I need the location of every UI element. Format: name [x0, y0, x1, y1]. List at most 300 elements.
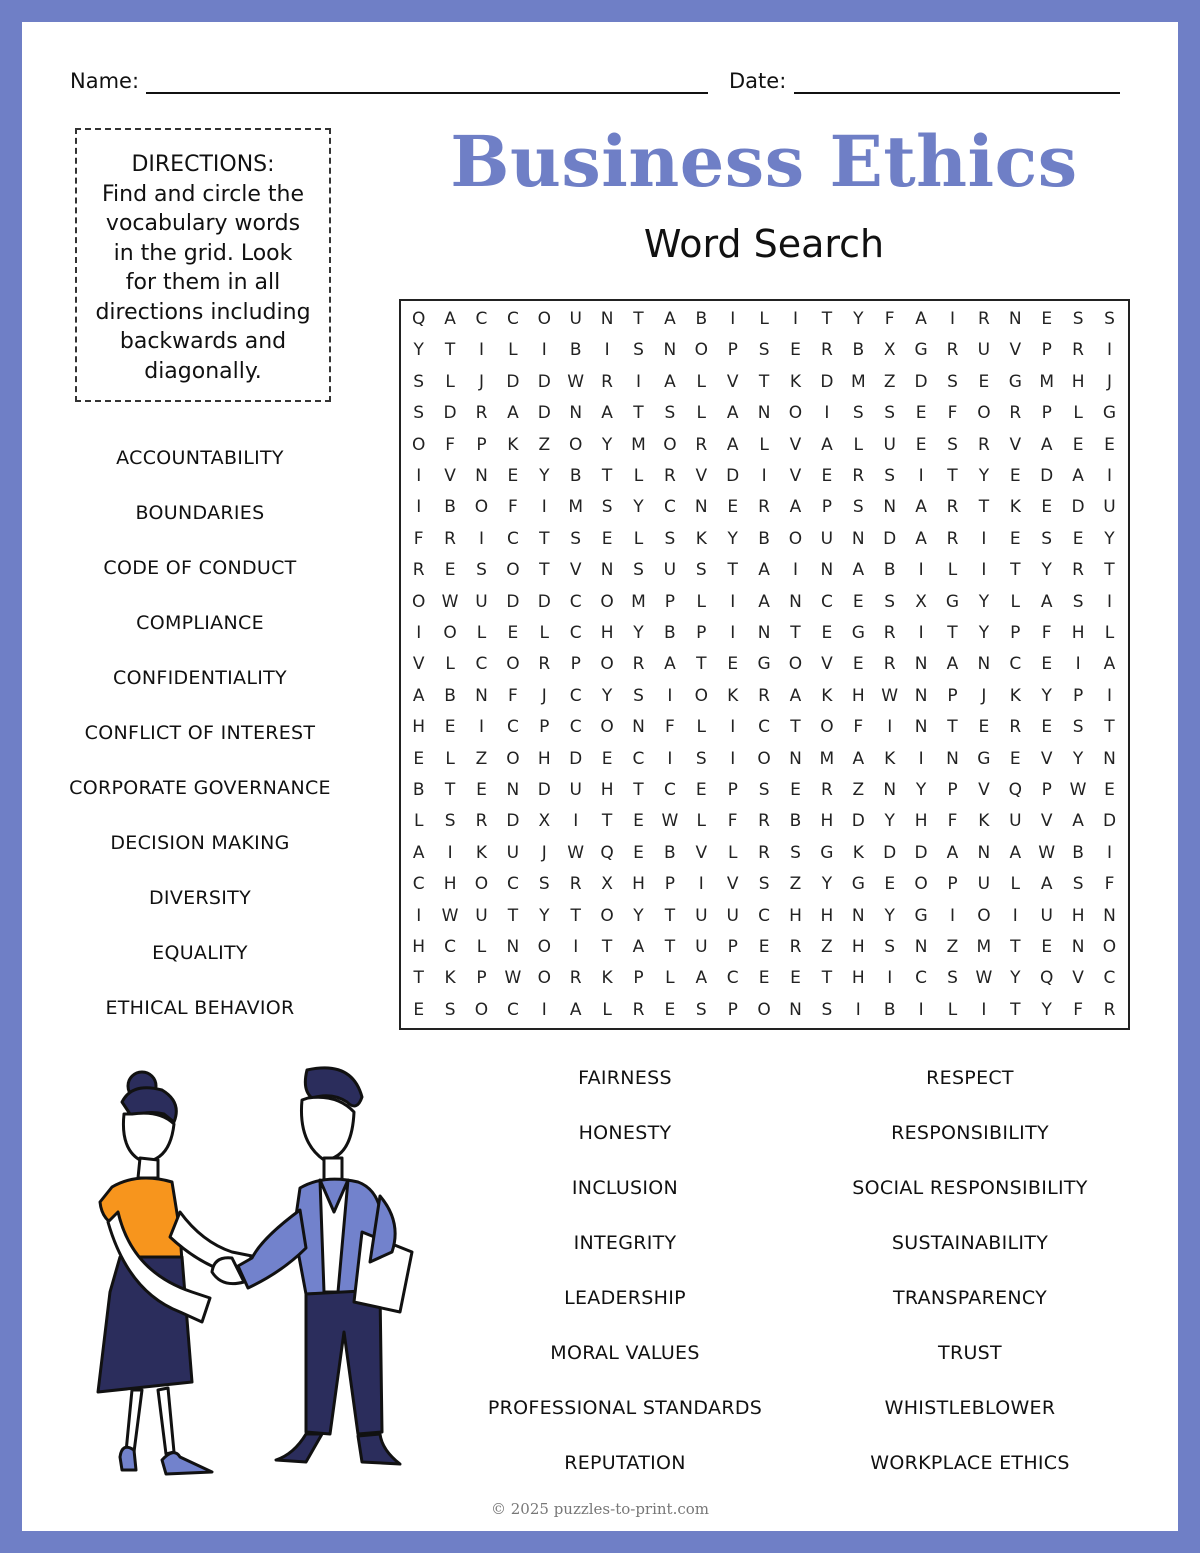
grid-letter[interactable]: I: [541, 999, 547, 1020]
grid-letter[interactable]: N: [632, 717, 645, 738]
grid-letter[interactable]: U: [820, 528, 834, 549]
grid-letter[interactable]: L: [602, 999, 612, 1020]
grid-letter[interactable]: I: [635, 371, 641, 392]
grid-letter[interactable]: N: [883, 780, 897, 800]
grid-letter[interactable]: T: [821, 309, 833, 329]
grid-letter[interactable]: N: [820, 560, 834, 581]
grid-letter[interactable]: B: [444, 497, 456, 518]
grid-letter[interactable]: Y: [1072, 748, 1084, 769]
grid-letter[interactable]: F: [947, 403, 958, 424]
grid-letter[interactable]: T: [507, 905, 519, 926]
grid-letter[interactable]: D: [443, 403, 457, 424]
grid-letter[interactable]: R: [663, 466, 676, 486]
grid-letter[interactable]: K: [727, 685, 739, 706]
grid-letter[interactable]: N: [977, 654, 991, 675]
grid-letter[interactable]: I: [447, 842, 453, 863]
grid-letter[interactable]: M: [568, 497, 584, 518]
grid-letter[interactable]: A: [664, 654, 676, 675]
grid-letter[interactable]: I: [918, 999, 924, 1020]
grid-letter[interactable]: K: [852, 842, 864, 863]
grid-letter[interactable]: P: [727, 999, 738, 1020]
grid-letter[interactable]: U: [695, 905, 708, 926]
grid-letter[interactable]: I: [1106, 591, 1112, 612]
grid-letter[interactable]: V: [1040, 748, 1053, 769]
grid-letter[interactable]: E: [1072, 528, 1084, 549]
grid-letter[interactable]: C: [506, 717, 519, 738]
grid-letter[interactable]: K: [444, 968, 456, 989]
grid-letter[interactable]: B: [569, 466, 582, 486]
grid-letter[interactable]: Y: [1010, 968, 1021, 989]
grid-letter[interactable]: R: [758, 811, 770, 832]
grid-letter[interactable]: L: [445, 748, 455, 769]
grid-letter[interactable]: Z: [538, 434, 551, 455]
grid-letter[interactable]: R: [601, 371, 613, 392]
grid-letter[interactable]: E: [852, 591, 864, 612]
grid-letter[interactable]: H: [1071, 905, 1085, 926]
grid-letter[interactable]: E: [413, 748, 425, 769]
grid-letter[interactable]: I: [918, 560, 924, 581]
grid-letter[interactable]: R: [758, 842, 770, 863]
grid-letter[interactable]: W: [1038, 842, 1056, 863]
grid-letter[interactable]: O: [757, 999, 771, 1020]
grid-letter[interactable]: S: [884, 466, 896, 486]
grid-letter[interactable]: B: [789, 811, 802, 832]
grid-letter[interactable]: I: [416, 623, 422, 643]
grid-letter[interactable]: F: [1041, 623, 1052, 643]
grid-letter[interactable]: T: [790, 623, 801, 643]
grid-letter[interactable]: K: [601, 968, 613, 989]
grid-letter[interactable]: C: [663, 780, 676, 800]
grid-letter[interactable]: I: [918, 748, 924, 769]
grid-letter[interactable]: H: [632, 874, 645, 895]
grid-letter[interactable]: I: [918, 466, 924, 486]
grid-letter[interactable]: L: [539, 623, 550, 643]
grid-letter[interactable]: E: [1041, 654, 1053, 675]
grid-letter[interactable]: B: [1072, 842, 1084, 863]
grid-letter[interactable]: R: [977, 434, 990, 455]
grid-letter[interactable]: T: [601, 811, 613, 832]
grid-letter[interactable]: A: [1072, 466, 1084, 486]
grid-letter[interactable]: N: [757, 623, 771, 643]
grid-letter[interactable]: J: [478, 371, 484, 392]
grid-letter[interactable]: M: [631, 591, 646, 612]
grid-letter[interactable]: L: [445, 654, 455, 675]
grid-letter[interactable]: P: [1041, 780, 1052, 800]
grid-letter[interactable]: I: [667, 685, 673, 706]
grid-letter[interactable]: T: [539, 560, 550, 581]
grid-letter[interactable]: N: [475, 466, 488, 486]
grid-letter[interactable]: S: [601, 497, 613, 518]
grid-letter[interactable]: R: [883, 623, 896, 643]
grid-letter[interactable]: Q: [1040, 968, 1054, 989]
grid-letter[interactable]: O: [914, 874, 928, 895]
grid-letter[interactable]: I: [1012, 905, 1018, 926]
grid-letter[interactable]: S: [413, 403, 425, 424]
grid-letter[interactable]: O: [537, 309, 551, 329]
grid-letter[interactable]: J: [541, 685, 547, 706]
grid-letter[interactable]: O: [788, 654, 803, 675]
grid-letter[interactable]: A: [1009, 842, 1022, 863]
grid-letter[interactable]: W: [441, 591, 459, 612]
grid-letter[interactable]: L: [853, 434, 864, 455]
grid-letter[interactable]: O: [537, 937, 551, 957]
grid-letter[interactable]: C: [506, 999, 519, 1020]
grid-letter[interactable]: D: [506, 371, 520, 392]
grid-letter[interactable]: E: [1041, 717, 1053, 738]
grid-letter[interactable]: P: [947, 685, 958, 706]
grid-letter[interactable]: S: [1104, 309, 1115, 329]
grid-letter[interactable]: A: [601, 403, 613, 424]
grid-letter[interactable]: U: [475, 905, 488, 926]
grid-letter[interactable]: A: [412, 685, 425, 706]
grid-letter[interactable]: R: [946, 528, 959, 549]
grid-letter[interactable]: P: [727, 780, 738, 800]
grid-letter[interactable]: Z: [789, 874, 802, 895]
grid-letter[interactable]: R: [412, 560, 425, 581]
grid-letter[interactable]: U: [569, 780, 582, 800]
grid-letter[interactable]: S: [695, 999, 707, 1020]
grid-letter[interactable]: O: [443, 623, 457, 643]
grid-letter[interactable]: T: [601, 937, 613, 957]
grid-letter[interactable]: S: [1072, 309, 1084, 329]
grid-letter[interactable]: L: [1104, 623, 1115, 643]
grid-letter[interactable]: O: [412, 591, 426, 612]
grid-letter[interactable]: E: [1104, 780, 1115, 800]
grid-letter[interactable]: V: [1009, 434, 1022, 455]
grid-letter[interactable]: I: [478, 717, 484, 738]
grid-letter[interactable]: L: [759, 434, 769, 455]
grid-letter[interactable]: K: [475, 842, 488, 863]
grid-letter[interactable]: Y: [1041, 560, 1052, 581]
grid-letter[interactable]: S: [664, 528, 676, 549]
grid-letter[interactable]: U: [663, 560, 677, 581]
grid-letter[interactable]: E: [1104, 434, 1115, 455]
grid-letter[interactable]: S: [758, 780, 770, 800]
grid-letter[interactable]: I: [416, 466, 422, 486]
grid-letter[interactable]: T: [539, 528, 550, 549]
grid-letter[interactable]: U: [1040, 905, 1053, 926]
grid-letter[interactable]: E: [727, 654, 739, 675]
grid-letter[interactable]: Y: [539, 905, 550, 926]
grid-letter[interactable]: O: [474, 874, 489, 895]
grid-letter[interactable]: Z: [852, 780, 865, 800]
grid-letter[interactable]: B: [569, 340, 582, 361]
grid-letter[interactable]: R: [475, 403, 488, 424]
grid-letter[interactable]: L: [445, 371, 455, 392]
grid-letter[interactable]: F: [413, 528, 424, 549]
grid-letter[interactable]: M: [850, 371, 866, 392]
grid-letter[interactable]: P: [1041, 340, 1052, 361]
grid-letter[interactable]: N: [914, 937, 928, 957]
grid-letter[interactable]: R: [444, 528, 456, 549]
grid-letter[interactable]: E: [1009, 528, 1021, 549]
grid-letter[interactable]: Y: [1041, 999, 1052, 1020]
grid-letter[interactable]: S: [947, 371, 958, 392]
grid-letter[interactable]: I: [730, 717, 736, 738]
grid-letter[interactable]: R: [569, 874, 582, 895]
grid-letter[interactable]: E: [507, 623, 519, 643]
grid-letter[interactable]: D: [1040, 466, 1054, 486]
grid-letter[interactable]: H: [789, 905, 802, 926]
grid-letter[interactable]: I: [949, 905, 955, 926]
grid-letter[interactable]: E: [1041, 497, 1053, 518]
grid-letter[interactable]: K: [1009, 685, 1021, 706]
grid-letter[interactable]: K: [695, 528, 707, 549]
grid-letter[interactable]: A: [664, 371, 676, 392]
grid-letter[interactable]: O: [977, 905, 991, 926]
grid-letter[interactable]: P: [821, 497, 833, 518]
grid-letter[interactable]: E: [790, 780, 801, 800]
grid-letter[interactable]: W: [504, 968, 522, 989]
grid-letter[interactable]: A: [726, 403, 739, 424]
grid-letter[interactable]: R: [758, 497, 770, 518]
grid-letter[interactable]: P: [727, 937, 738, 957]
grid-letter[interactable]: A: [1040, 874, 1053, 895]
grid-letter[interactable]: D: [1071, 497, 1085, 518]
grid-letter[interactable]: D: [883, 528, 897, 549]
grid-letter[interactable]: T: [633, 309, 644, 329]
grid-letter[interactable]: D: [914, 371, 928, 392]
grid-letter[interactable]: Y: [1041, 685, 1052, 706]
grid-letter[interactable]: U: [475, 591, 488, 612]
grid-letter[interactable]: H: [1071, 623, 1085, 643]
grid-letter[interactable]: I: [730, 623, 736, 643]
grid-letter[interactable]: V: [978, 780, 990, 800]
grid-letter[interactable]: L: [1010, 591, 1021, 612]
grid-letter[interactable]: O: [506, 654, 520, 675]
grid-letter[interactable]: S: [695, 560, 707, 581]
grid-letter[interactable]: Y: [978, 466, 990, 486]
grid-letter[interactable]: M: [1039, 371, 1055, 392]
grid-letter[interactable]: E: [821, 466, 833, 486]
grid-letter[interactable]: L: [696, 717, 707, 738]
grid-letter[interactable]: E: [790, 340, 801, 361]
grid-letter[interactable]: D: [569, 748, 583, 769]
grid-letter[interactable]: Y: [884, 905, 895, 926]
grid-letter[interactable]: U: [1009, 811, 1022, 832]
grid-letter[interactable]: X: [883, 340, 896, 361]
grid-letter[interactable]: C: [569, 685, 582, 706]
grid-letter[interactable]: P: [476, 968, 487, 989]
grid-letter[interactable]: V: [1009, 340, 1022, 361]
grid-letter[interactable]: V: [412, 654, 425, 675]
grid-letter[interactable]: C: [506, 874, 519, 895]
grid-letter[interactable]: F: [507, 497, 518, 518]
grid-letter[interactable]: Y: [727, 528, 738, 549]
grid-letter[interactable]: P: [664, 591, 676, 612]
grid-letter[interactable]: U: [883, 434, 896, 455]
grid-letter[interactable]: F: [853, 717, 864, 738]
grid-letter[interactable]: Y: [633, 905, 644, 926]
grid-letter[interactable]: V: [1040, 811, 1053, 832]
grid-letter[interactable]: E: [695, 780, 707, 800]
grid-letter[interactable]: K: [789, 371, 802, 392]
grid-letter[interactable]: S: [413, 371, 425, 392]
grid-letter[interactable]: I: [1106, 842, 1112, 863]
grid-letter[interactable]: L: [1010, 874, 1021, 895]
grid-letter[interactable]: I: [667, 748, 673, 769]
grid-letter[interactable]: O: [474, 497, 489, 518]
grid-letter[interactable]: D: [820, 371, 834, 392]
grid-letter[interactable]: X: [601, 874, 613, 895]
grid-letter[interactable]: T: [821, 968, 833, 989]
grid-letter[interactable]: Z: [821, 937, 833, 957]
grid-letter[interactable]: O: [694, 340, 708, 361]
grid-letter[interactable]: W: [975, 968, 993, 989]
grid-letter[interactable]: D: [537, 780, 551, 800]
grid-letter[interactable]: K: [884, 748, 896, 769]
grid-letter[interactable]: N: [1008, 309, 1022, 329]
grid-letter[interactable]: S: [664, 403, 676, 424]
grid-letter[interactable]: Q: [600, 842, 614, 863]
grid-letter[interactable]: A: [915, 309, 927, 329]
grid-letter[interactable]: T: [790, 717, 801, 738]
grid-letter[interactable]: A: [789, 685, 802, 706]
grid-letter[interactable]: L: [476, 937, 487, 957]
grid-letter[interactable]: M: [631, 434, 646, 455]
grid-letter[interactable]: N: [914, 685, 928, 706]
grid-letter[interactable]: K: [821, 685, 833, 706]
grid-letter[interactable]: A: [852, 560, 865, 581]
grid-letter[interactable]: I: [698, 874, 704, 895]
grid-letter[interactable]: G: [820, 842, 834, 863]
grid-letter[interactable]: H: [820, 905, 834, 926]
grid-letter[interactable]: I: [730, 591, 736, 612]
grid-letter[interactable]: O: [694, 685, 708, 706]
grid-letter[interactable]: A: [1040, 591, 1053, 612]
grid-letter[interactable]: H: [851, 685, 865, 706]
grid-letter[interactable]: F: [507, 685, 518, 706]
grid-letter[interactable]: U: [695, 937, 708, 957]
date-field[interactable]: [794, 92, 1120, 94]
grid-letter[interactable]: I: [981, 999, 987, 1020]
grid-letter[interactable]: T: [633, 780, 644, 800]
grid-letter[interactable]: O: [474, 999, 489, 1020]
grid-letter[interactable]: T: [444, 340, 456, 361]
grid-letter[interactable]: O: [600, 905, 614, 926]
grid-letter[interactable]: F: [664, 717, 675, 738]
grid-letter[interactable]: R: [758, 685, 770, 706]
grid-letter[interactable]: P: [947, 874, 958, 895]
grid-letter[interactable]: A: [444, 309, 456, 329]
grid-letter[interactable]: F: [1073, 999, 1083, 1020]
grid-letter[interactable]: N: [506, 780, 520, 800]
grid-letter[interactable]: E: [444, 560, 456, 581]
grid-letter[interactable]: L: [508, 340, 518, 361]
grid-letter[interactable]: E: [727, 497, 739, 518]
grid-letter[interactable]: L: [727, 842, 738, 863]
grid-letter[interactable]: R: [946, 340, 959, 361]
grid-letter[interactable]: I: [1106, 466, 1112, 486]
grid-letter[interactable]: N: [475, 685, 488, 706]
grid-letter[interactable]: A: [632, 937, 645, 957]
grid-letter[interactable]: N: [914, 654, 928, 675]
grid-letter[interactable]: I: [887, 968, 893, 989]
grid-letter[interactable]: N: [946, 748, 959, 769]
grid-letter[interactable]: Y: [601, 434, 613, 455]
grid-letter[interactable]: L: [633, 528, 644, 549]
grid-letter[interactable]: Y: [978, 591, 990, 612]
grid-letter[interactable]: P: [570, 654, 581, 675]
grid-letter[interactable]: I: [1106, 685, 1112, 706]
grid-letter[interactable]: L: [696, 371, 707, 392]
grid-letter[interactable]: S: [947, 968, 958, 989]
grid-letter[interactable]: P: [1010, 623, 1021, 643]
grid-letter[interactable]: I: [541, 340, 547, 361]
grid-letter[interactable]: S: [570, 528, 582, 549]
grid-letter[interactable]: W: [567, 842, 585, 863]
grid-letter[interactable]: R: [695, 434, 708, 455]
grid-letter[interactable]: A: [758, 560, 770, 581]
grid-letter[interactable]: B: [664, 623, 676, 643]
grid-letter[interactable]: Y: [539, 466, 550, 486]
grid-letter[interactable]: M: [976, 937, 992, 957]
grid-letter[interactable]: P: [696, 623, 707, 643]
grid-letter[interactable]: O: [757, 748, 771, 769]
grid-letter[interactable]: G: [1008, 371, 1022, 392]
grid-letter[interactable]: C: [820, 591, 833, 612]
grid-letter[interactable]: V: [726, 371, 739, 392]
grid-letter[interactable]: P: [947, 780, 958, 800]
grid-letter[interactable]: I: [792, 309, 798, 329]
grid-letter[interactable]: D: [1102, 811, 1117, 832]
grid-letter[interactable]: R: [820, 780, 833, 800]
grid-letter[interactable]: H: [851, 968, 865, 989]
grid-letter[interactable]: P: [476, 434, 487, 455]
grid-letter[interactable]: B: [852, 340, 865, 361]
grid-letter[interactable]: E: [444, 717, 456, 738]
grid-letter[interactable]: D: [851, 811, 865, 832]
grid-letter[interactable]: L: [633, 466, 644, 486]
grid-letter[interactable]: G: [977, 748, 991, 769]
grid-letter[interactable]: C: [758, 717, 771, 738]
grid-letter[interactable]: R: [632, 999, 645, 1020]
grid-letter[interactable]: O: [788, 528, 803, 549]
grid-letter[interactable]: T: [758, 371, 770, 392]
grid-letter[interactable]: E: [413, 999, 425, 1020]
grid-letter[interactable]: V: [1072, 968, 1084, 989]
grid-letter[interactable]: S: [1072, 717, 1084, 738]
grid-letter[interactable]: L: [696, 811, 707, 832]
grid-letter[interactable]: U: [569, 309, 582, 329]
grid-letter[interactable]: R: [632, 654, 645, 675]
grid-letter[interactable]: S: [444, 811, 456, 832]
grid-letter[interactable]: H: [820, 811, 834, 832]
grid-letter[interactable]: C: [475, 309, 488, 329]
grid-letter[interactable]: Y: [1104, 528, 1115, 549]
grid-letter[interactable]: U: [1103, 497, 1116, 518]
grid-letter[interactable]: S: [695, 748, 707, 769]
grid-letter[interactable]: C: [915, 968, 928, 989]
grid-letter[interactable]: S: [821, 999, 833, 1020]
grid-letter[interactable]: I: [478, 528, 484, 549]
grid-letter[interactable]: P: [727, 340, 738, 361]
grid-letter[interactable]: C: [726, 968, 739, 989]
grid-letter[interactable]: K: [507, 434, 519, 455]
grid-letter[interactable]: L: [413, 811, 424, 832]
grid-letter[interactable]: V: [569, 560, 582, 581]
grid-letter[interactable]: N: [757, 403, 771, 424]
grid-letter[interactable]: S: [884, 937, 896, 957]
grid-letter[interactable]: N: [789, 999, 802, 1020]
grid-letter[interactable]: I: [1106, 340, 1112, 361]
grid-letter[interactable]: R: [883, 654, 896, 675]
grid-letter[interactable]: Z: [475, 748, 488, 769]
grid-letter[interactable]: A: [852, 748, 865, 769]
grid-letter[interactable]: N: [851, 905, 865, 926]
grid-letter[interactable]: H: [600, 623, 614, 643]
grid-letter[interactable]: R: [1072, 340, 1084, 361]
